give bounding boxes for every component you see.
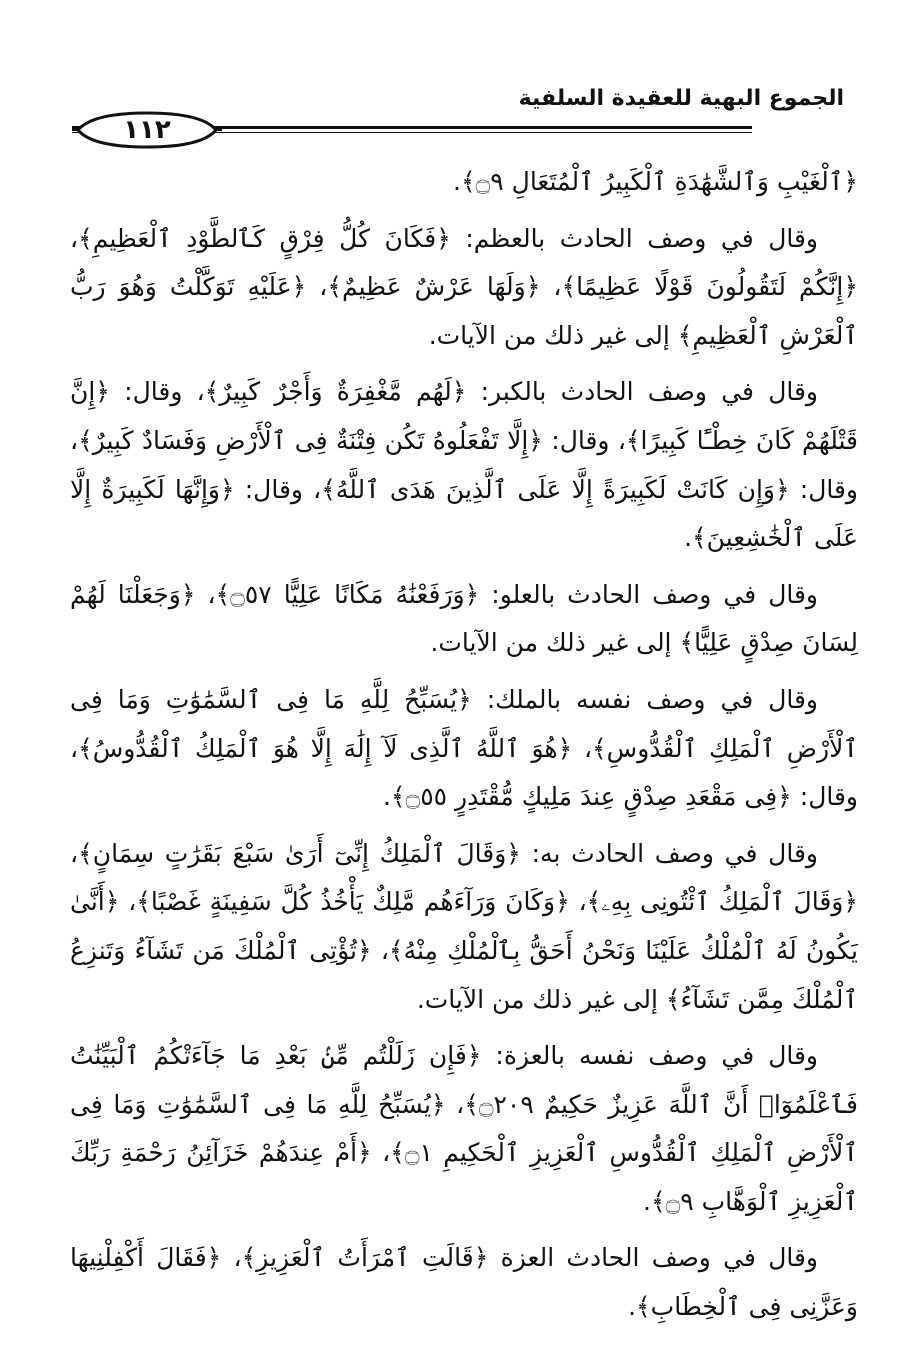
page-number-badge xyxy=(72,110,222,150)
paragraph: وقال في وصف الحادث به: ﴿وَقَالَ ٱلْمَلِكُ إِنِّىٓ أَرَىٰ سَبْعَ بَقَرَٰتٍ سِمَانٍ﴾، ﴿وَقَالَ ٱلْمَلِكُ ٱئْتُونِى بِهِۦ﴾، ﴿وَكَانَ وَرَآءَهُم مَّلِكٌ يَأْخُذُ كُلَّ سَفِينَةٍ غَصْبًا﴾، ﴿أَنَّىٰ يَكُونُ لَهُ ٱلْمُلْكُ عَلَيْنَا وَنَحْنُ أَحَقُّ بِٱلْمُلْكِ مِنْهُ﴾، ﴿تُؤْتِى ٱلْمُلْكَ مَن تَشَآءُ وَتَنزِعُ ٱلْمُلْكَ مِمَّن تَشَآءُ﴾ إلى غير ذلك من الآيات. xyxy=(70,838,858,1014)
paragraph: وقال في وصف الحادث العزة ﴿قَالَتِ ٱمْرَأَتُ ٱلْعَزِيزِ﴾، ﴿فَقَالَ أَكْفِلْنِيهَا وَعَزَّنِى فِى ٱلْخِطَابِ﴾. xyxy=(70,1243,858,1322)
page-body xyxy=(70,158,858,1340)
paragraph: وقال في وصف نفسه بالملك: ﴿يُسَبِّحُ لِلَّهِ مَا فِى ٱلسَّمَٰوَٰتِ وَمَا فِى ٱلْأَرْضِ ٱلْمَلِكِ ٱلْقُدُّوسِ﴾، ﴿هُوَ ٱللَّهُ ٱلَّذِى لَآ إِلَٰهَ إِلَّا هُوَ ٱلْمَلِكُ ٱلْقُدُّوسُ﴾، وقال: ﴿فِى مَقْعَدِ صِدْقٍ عِندَ مَلِيكٍ مُّقْتَدِرٍ ۝٥٥﴾. xyxy=(70,684,858,812)
paragraph: وقال في وصف نفسه بالعزة: ﴿فَإِن زَلَلْتُم مِّنۢ بَعْدِ مَا جَآءَتْكُمُ ٱلْبَيِّنَٰتُ فَٱعْلَمُوٓا۟ أَنَّ ٱللَّهَ عَزِيزٌ حَكِيمٌ ۝٢٠٩﴾، ﴿يُسَبِّحُ لِلَّهِ مَا فِى ٱلسَّمَٰوَٰتِ وَمَا فِى ٱلْأَرْضِ ٱلْمَلِكِ ٱلْقُدُّوسِ ٱلْعَزِيزِ ٱلْحَكِيمِ ۝١﴾، ﴿أَمْ عِندَهُمْ خَزَآئِنُ رَحْمَةِ رَبِّكَ ٱلْعَزِيزِ ٱلْوَهَّابِ ۝٩﴾. xyxy=(70,1041,858,1216)
paragraph: وقال في وصف الحادث بالعظم: ﴿فَكَانَ كُلُّ فِرْقٍ كَٱلطَّوْدِ ٱلْعَظِيمِ﴾، ﴿إِنَّكُمْ لَتَقُولُونَ قَوْلًا عَظِيمًا﴾، ﴿وَلَهَا عَرْشٌ عَظِيمٌ﴾، ﴿عَلَيْهِ تَوَكَّلْتُ وَهُوَ رَبُّ ٱلْعَرْشِ ٱلْعَظِيمِ﴾ إلى غير ذلك من الآيات. xyxy=(70,223,858,350)
running-title: الجموع البهية للعقيدة السلفية xyxy=(518,86,844,111)
paragraph: وقال في وصف الحادث بالكبر: ﴿لَهُم مَّغْفِرَةٌ وَأَجْرٌ كَبِيرٌ﴾، وقال: ﴿إِنَّ قَتْلَهُمْ كَانَ خِطْـًٔا كَبِيرًا﴾، وقال: ﴿إِلَّا تَفْعَلُوهُ تَكُن فِتْنَةٌ فِى ٱلْأَرْضِ وَفَسَادٌ كَبِيرٌ﴾، وقال: ﴿وَإِن كَانَتْ لَكَبِيرَةً إِلَّا عَلَى ٱلَّذِينَ هَدَى ٱللَّهُ﴾، وقال: ﴿وَإِنَّهَا لَكَبِيرَةٌ إِلَّا عَلَى ٱلْخَٰشِعِينَ﴾. xyxy=(70,377,858,553)
page-number: ١١٢ xyxy=(123,115,171,145)
page-header xyxy=(72,78,852,148)
paragraph: ﴿ٱلْغَيْبِ وَٱلشَّهَٰدَةِ ٱلْكَبِيرُ ٱلْمُتَعَالِ ۝٩﴾. xyxy=(453,167,858,196)
paragraph: وقال في وصف الحادث بالعلو: ﴿وَرَفَعْنَٰهُ مَكَانًا عَلِيًّا ۝٥٧﴾، ﴿وَجَعَلْنَا لَهُمْ لِسَانَ صِدْقٍ عَلِيًّا﴾ إلى غير ذلك من الآيات. xyxy=(70,579,858,658)
